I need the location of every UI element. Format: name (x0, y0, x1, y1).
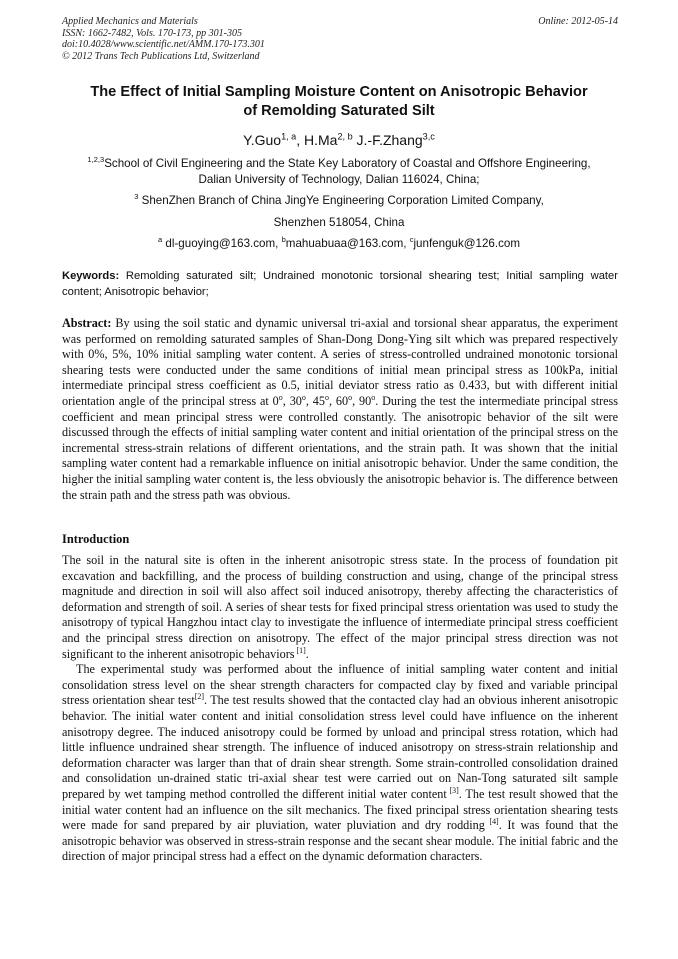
degree-sup: o (371, 392, 376, 402)
aff1-line2: Dalian University of Technology, Dalian 116024, China; (198, 172, 480, 186)
aff1-line1: School of Civil Engineering and the State Key Laboratory of Coastal and Offshore Engineering, (104, 157, 591, 170)
doi-line: doi:10.4028/www.scientific.net/AMM.170-173.301 (62, 39, 265, 51)
email-c: junfenguk@126.com (413, 237, 521, 250)
author-3-sup: 3,c (422, 131, 435, 142)
email-b: mahuabuaa@163.com, (285, 237, 410, 250)
email-a-sup: a (157, 235, 163, 245)
angle-30: , 30 (282, 393, 302, 408)
email-line (40, 236, 638, 252)
section-heading-introduction: Introduction (62, 532, 130, 546)
keywords (62, 269, 618, 300)
angle-45: , 45 (305, 393, 325, 408)
running-header (62, 16, 618, 62)
online-date: Online: 2012-05-14 (538, 16, 618, 27)
intro-p2-d: . It was found that the anisotropic behavior was observed in stress-strain response and the secant shear module. The initial fabric and the direction of major principal stress had a effect on the dynamic deformation characters. (62, 818, 618, 864)
title-line-1: The Effect of Initial Sampling Moisture Content on Anisotropic Behavior (90, 84, 588, 100)
citation-3: [3] (446, 785, 459, 795)
paper-title (40, 83, 638, 121)
journal-name: Applied Mechanics and Materials (62, 16, 198, 27)
author-sep: , (296, 132, 305, 148)
email-a: dl-guoying@163.com, (162, 237, 282, 250)
citation-4: [4] (484, 817, 499, 827)
intro-p1-end: . (305, 646, 309, 661)
email-b-sup: b (281, 235, 286, 245)
keywords-text: Remolding saturated silt; Undrained monotonic torsional shearing test; Initial sampling water content; Anisotropic behavior; (62, 270, 618, 298)
intro-p2-a: The experimental study was performed about the influence of initial sampling water content and initial consolidation stress level on the shear strength characters for compacted clay by fixed and variable principal stress orientation shear test (62, 662, 618, 708)
abstract-text-1: By using the soil static and dynamic universal tri-axial and torsional shear apparatus, the experiment was performed on remolding saturated samples of Shan-Dong Dong-Ying silt which was prepared respectively with 0%, 5%, 10% initial sampling water content. A series of stress-controlled undrained monotonic torsional shearing tests were conducted under the same conditions of initial mean principal stress as 100kPa, initial intermediate principal stress coefficient as 0.5, initial deviator stress ratio as 0.433, but with different initial orientation angle of the principal stress at 0 (62, 316, 618, 408)
intro-p1-text: The soil in the natural site is often in the inherent anisotropic stress state. In the process of foundation pit excavation and backfilling, and the process of building construction and using, change of the principal stress magnitude and direction in soil will also affect soil induced anisotropy, thereby affecting the characteristics of deformation and strength of soil. A series of shear tests for fixed principal stress orientation was used to study the anisotropy of typical Hangzhou intact clay to investigate the influence of intermediate principal stress coefficient and the principal stress direction on anisotropy. The effect of the major principal stress direction was not significant to the inherent anisotropic behaviors (62, 553, 618, 661)
aff3-sup: 3 (134, 192, 139, 202)
email-c-sup: c (409, 235, 414, 245)
abstract-label: Abstract: (62, 316, 112, 330)
degree-sup: o (301, 392, 306, 402)
intro-paragraph-1 (62, 553, 618, 662)
author-3: J.-F.Zhang (352, 132, 423, 148)
author-2: H.Ma (304, 132, 338, 148)
author-1: Y.Guo (243, 132, 282, 148)
aff3-line1: ShenZhen Branch of China JingYe Engineering Corporation Limited Company, (138, 194, 544, 207)
affiliation-3 (40, 193, 638, 230)
degree-sup: o (325, 392, 329, 402)
abstract (62, 316, 618, 503)
aff1-sup: 1,2,3 (87, 155, 105, 165)
abstract-text-2: . During the test the intermediate principal stress coefficient and mean principal stress were controlled constantly. The anisotropic behavior of the silt were discussed through the effects of initial sampling water content and initial orientation of the principal stress on the incremental stress-strain relations of different orientations, and the strain path. It was shown that the initial sampling water content had a remarkable influence on initial anisotropic behavior. Under the same condition, the higher the initial sampling water content is, the less obviously the anisotropic behavior is. The difference between the strain path and the stress path was obvious. (62, 393, 619, 502)
angle-60: , 60 (328, 393, 349, 408)
angle-90: , 90 (352, 393, 372, 408)
affiliation-1 (40, 156, 638, 187)
author-2-sup: 2, b (337, 131, 353, 142)
intro-paragraph-2 (62, 662, 618, 865)
intro-p2-c: . The test result showed that the initial water content had an influence on the silt mechanics. The fixed principal stress orientation shearing tests were made for sand prepared by air pluviation, water pluviation and dry rodding (62, 786, 618, 833)
copyright-line: © 2012 Trans Tech Publications Ltd, Switzerland (62, 50, 260, 62)
degree-sup: o (348, 392, 353, 402)
aff3-line2: Shenzhen 518054, China (273, 215, 405, 229)
introduction-body (62, 553, 618, 865)
keywords-label: Keywords: (62, 270, 120, 282)
citation-1: [1] (294, 645, 306, 655)
author-1-sup: 1, a (281, 131, 297, 142)
degree-sup: o (278, 392, 283, 402)
title-line-2: of Remolding Saturated Silt (243, 103, 435, 119)
author-list (0, 131, 678, 149)
intro-p2-b: . The test results showed that the contacted clay had an obvious inherent anisotropic behavior. The initial water content and initial consolidation stress level could have influence on the inherent anisotropy degree. The induced anisotropy could be formed by unload and principal stress rotation, which had little influence undrained shear strength. The influence of induced anisotropy on stress-strain relationship and deformation character was larger than that of drain shear strength. Some strain-controlled consolidation drained and consolidation un-drained static tri-axial shear test were carried out on Nan-Tong saturated silt sample prepared by wet tamping method controlled the different initial water content (62, 693, 618, 801)
citation-2: [2] (194, 692, 204, 702)
issn-line: ISSN: 1662-7482, Vols. 170-173, pp 301-305 (62, 27, 242, 39)
